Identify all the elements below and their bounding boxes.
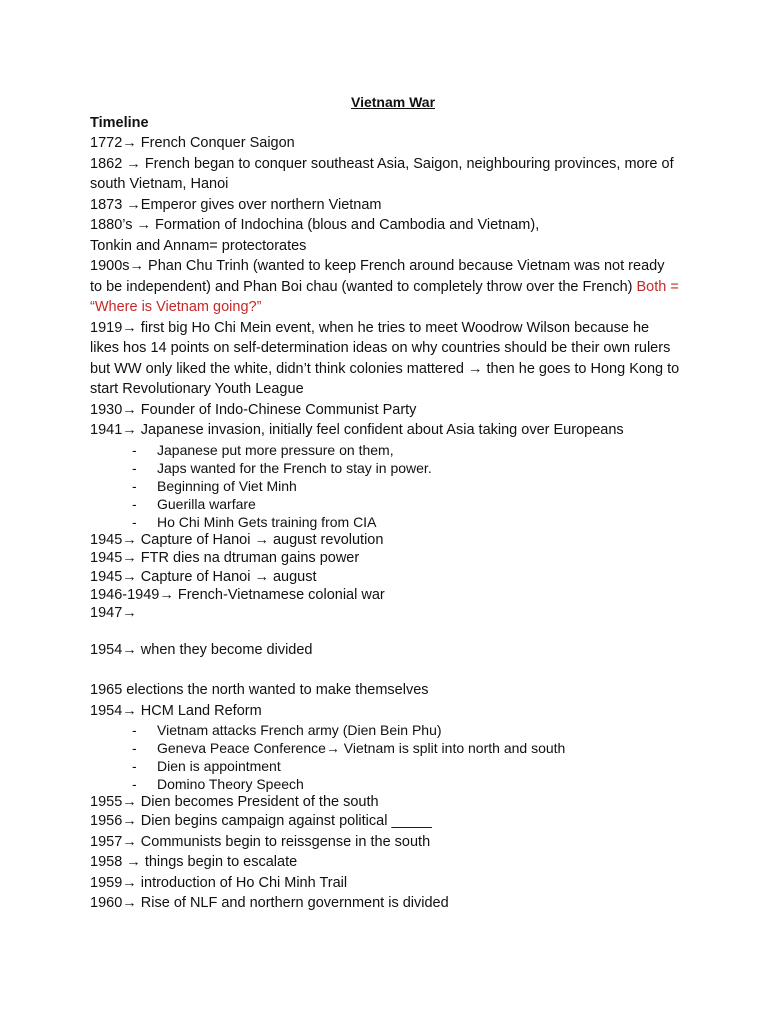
list-item: - Beginning of Viet Minh	[132, 477, 297, 494]
timeline-text: 1965 elections the north wanted to make themselves	[90, 682, 429, 698]
arrow-icon: →	[126, 854, 141, 870]
arrow-icon: →	[122, 874, 137, 891]
list-item: - Guerilla warfare	[132, 495, 256, 512]
timeline-entry: 1941→ Japanese invasion, initially feel confident about Asia taking over Europeans	[90, 422, 624, 438]
timeline-text: Tonkin and Annam= protectorates	[90, 237, 307, 254]
timeline-entry: 1930→ Founder of Indo-Chinese Communist Party	[90, 401, 417, 418]
highlighted-question: Both = “Where is Vietnam going?”	[90, 278, 679, 315]
arrow-icon: →	[126, 155, 141, 172]
timeline-entry: 1954→ HCM Land Reform	[90, 702, 262, 719]
arrow-icon: →	[159, 586, 174, 603]
arrow-icon: →	[122, 641, 137, 658]
timeline-entry: 1873 →Emperor gives over northern Vietnam	[90, 196, 382, 213]
timeline-entry: 1946-1949→ French-Vietnamese colonial war	[90, 586, 385, 603]
timeline-entry: 1955→ Dien becomes President of the south	[90, 794, 379, 810]
arrow-icon: →	[325, 740, 340, 756]
dash-bullet: -	[132, 722, 137, 738]
dash-bullet: -	[132, 758, 137, 774]
timeline-entry: 1959→ introduction of Ho Chi Minh Trail	[90, 874, 348, 891]
timeline-entry: 1862 → French began to conquer southeast Asia, Saigon, neighbouring provinces, more of south Vietnam, Hanoi	[90, 155, 674, 192]
document-title: Vietnam War	[350, 94, 436, 110]
arrow-icon: →	[122, 794, 137, 810]
list-item: - Ho Chi Minh Gets training from CIA	[132, 513, 377, 530]
arrow-icon: →	[122, 813, 137, 829]
blank-line	[90, 660, 690, 680]
arrow-icon: →	[122, 895, 137, 911]
timeline-entry: 1945→ FTR dies na dtruman gains power	[90, 549, 360, 566]
arrow-icon: →	[122, 833, 137, 850]
timeline-entry: 1947→	[90, 604, 137, 621]
arrow-icon: →	[122, 319, 137, 336]
arrow-icon: →	[254, 531, 269, 548]
dash-bullet: -	[132, 441, 137, 458]
arrow-icon: →	[129, 258, 145, 274]
dash-bullet: -	[132, 477, 137, 494]
dash-bullet: -	[132, 513, 137, 530]
timeline-entry: 1957→ Communists begin to reissgense in the south	[90, 833, 431, 850]
timeline-entry: 1919→ first big Ho Chi Mein event, when he tries to meet Woodrow Wilson because he likes hos 14 points on self-determination ideas on why countries should be their own rulers but WW only liked the white, didn’t think colonies mattered → then he goes to Hong Kong to start Revolutionary Youth League	[90, 319, 680, 397]
dash-bullet: -	[132, 740, 137, 756]
arrow-icon: →	[122, 702, 137, 719]
arrow-icon: →	[122, 549, 137, 566]
arrow-icon: →	[136, 217, 151, 233]
arrow-icon: →	[467, 360, 483, 377]
dash-bullet: -	[132, 459, 137, 476]
dash-bullet: -	[132, 495, 137, 512]
timeline-entry: 1772→ French Conquer Saigon	[90, 135, 295, 151]
timeline-entry: 1960→ Rise of NLF and northern government is divided	[90, 895, 449, 911]
arrow-icon: →	[122, 401, 137, 418]
arrow-icon: →	[122, 531, 137, 548]
arrow-icon: →	[122, 135, 137, 151]
arrow-icon: →	[122, 568, 137, 585]
blank-line	[90, 622, 690, 640]
arrow-icon: →	[126, 196, 141, 213]
list-item: - Geneva Peace Conference→ Vietnam is split into north and south	[132, 740, 566, 756]
dash-bullet: -	[132, 776, 137, 792]
list-item: - Japanese put more pressure on them,	[132, 441, 394, 458]
timeline-entry: 1880’s → Formation of Indochina (blous and Cambodia and Vietnam),	[90, 217, 540, 233]
arrow-icon: →	[122, 422, 137, 438]
timeline-entry: 1945→ Capture of Hanoi → august revolution	[90, 531, 384, 548]
timeline-heading: Timeline	[90, 115, 149, 131]
timeline-entry: 1945→ Capture of Hanoi → august	[90, 568, 317, 585]
arrow-icon: →	[122, 604, 137, 621]
list-item: - Vietnam attacks French army (Dien Bein Phu)	[132, 722, 442, 738]
list-item: - Dien is appointment	[132, 758, 281, 774]
timeline-entry: 1958 → things begin to escalate	[90, 854, 298, 870]
timeline-entry: 1956→ Dien begins campaign against political _____	[90, 813, 432, 829]
timeline-entry: 1954→ when they become divided	[90, 641, 313, 658]
timeline-entry: 1900s→ Phan Chu Trinh (wanted to keep French around because Vietnam was not ready to be independent) and Phan Boi chau (wanted to completely throw over the French) Both = “Where is Vietnam going?”	[90, 258, 679, 315]
list-item: - Domino Theory Speech	[132, 776, 304, 792]
list-item: - Japs wanted for the French to stay in power.	[132, 459, 432, 476]
document-page	[90, 93, 690, 914]
arrow-icon: →	[254, 568, 269, 585]
